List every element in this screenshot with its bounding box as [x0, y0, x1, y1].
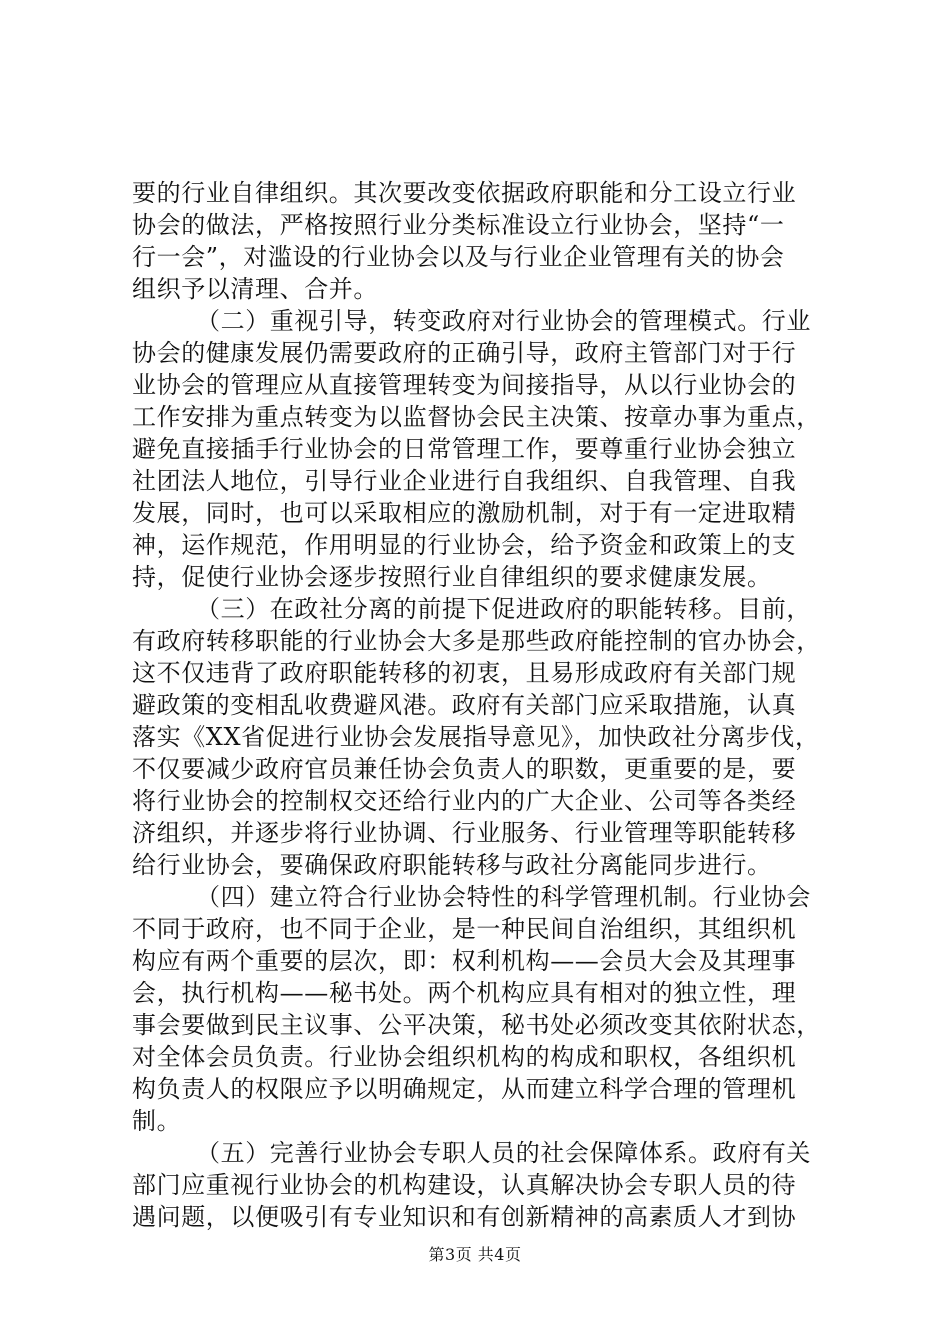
paragraph-heading-line: （三）在政社分离的前提下促进政府的职能转移。目前， — [196, 595, 811, 623]
paragraph-heading-line: （四）建立符合行业协会特性的科学管理机制。行业协会 — [196, 883, 811, 911]
body-line: 要的行业自律组织。其次要改变依据政府职能和分工设立行业 — [132, 179, 797, 207]
body-line: 协会的做法，严格按照行业分类标准设立行业协会，坚持“一 — [132, 211, 785, 239]
body-line: 有政府转移职能的行业协会大多是那些政府能控制的官办协会， — [132, 627, 821, 655]
body-line: 构应有两个重要的层次，即：权利机构——会员大会及其理事 — [132, 947, 797, 975]
body-line: 济组织，并逐步将行业协调、行业服务、行业管理等职能转移 — [132, 819, 797, 847]
body-line: 不仅要减少政府官员兼任协会负责人的职数，更重要的是，要 — [132, 755, 797, 783]
body-line: 业协会的管理应从直接管理转变为间接指导，从以行业协会的 — [132, 371, 797, 399]
body-line: 部门应重视行业协会的机构建设，认真解决协会专职人员的待 — [132, 1171, 797, 1199]
body-line: 持，促使行业协会逐步按照行业自律组织的要求健康发展。 — [132, 563, 772, 591]
body-line: 工作安排为重点转变为以监督协会民主决策、按章办事为重点， — [132, 403, 821, 431]
body-line: 会，执行机构——秘书处。两个机构应具有相对的独立性，理 — [132, 979, 797, 1007]
body-line: 遇问题，以便吸引有专业知识和有创新精神的高素质人才到协 — [132, 1203, 797, 1231]
body-line: 这不仅违背了政府职能转移的初衷，且易形成政府有关部门规 — [132, 659, 797, 687]
body-line: 组织予以清理、合并。 — [132, 275, 378, 303]
paragraph-heading-line: （二）重视引导，转变政府对行业协会的管理模式。行业 — [196, 307, 811, 335]
body-line: 行一会”，对滥设的行业协会以及与行业企业管理有关的协会 — [132, 243, 785, 271]
body-line: 对全体会员负责。行业协会组织机构的构成和职权，各组织机 — [132, 1043, 797, 1071]
body-line: 制。 — [132, 1107, 182, 1135]
body-line: 构负责人的权限应予以明确规定，从而建立科学合理的管理机 — [132, 1075, 797, 1103]
body-line: 落实《XX省促进行业协会发展指导意见》，加快政社分离步伐， — [132, 723, 820, 751]
body-line: 将行业协会的控制权交还给行业内的广大企业、公司等各类经 — [132, 787, 797, 815]
body-line: 社团法人地位，引导行业企业进行自我组织、自我管理、自我 — [132, 467, 797, 495]
body-line: 神，运作规范，作用明显的行业协会，给予资金和政策上的支 — [132, 531, 797, 559]
body-line: 事会要做到民主议事、公平决策，秘书处必须改变其依附状态， — [132, 1011, 821, 1039]
paragraph-heading-line: （五）完善行业协会专职人员的社会保障体系。政府有关 — [196, 1139, 811, 1167]
body-line: 避免直接插手行业协会的日常管理工作，要尊重行业协会独立 — [132, 435, 797, 463]
body-line: 给行业协会，要确保政府职能转移与政社分离能同步进行。 — [132, 851, 772, 879]
page-number-footer: 第3页 共4页 — [428, 1245, 522, 1264]
body-line: 避政策的变相乱收费避风港。政府有关部门应采取措施，认真 — [132, 691, 797, 719]
body-line: 发展，同时，也可以采取相应的激励机制，对于有一定进取精 — [132, 499, 797, 527]
body-line: 不同于政府，也不同于企业，是一种民间自治组织，其组织机 — [132, 915, 797, 943]
body-line: 协会的健康发展仍需要政府的正确引导，政府主管部门对于行 — [132, 339, 797, 367]
